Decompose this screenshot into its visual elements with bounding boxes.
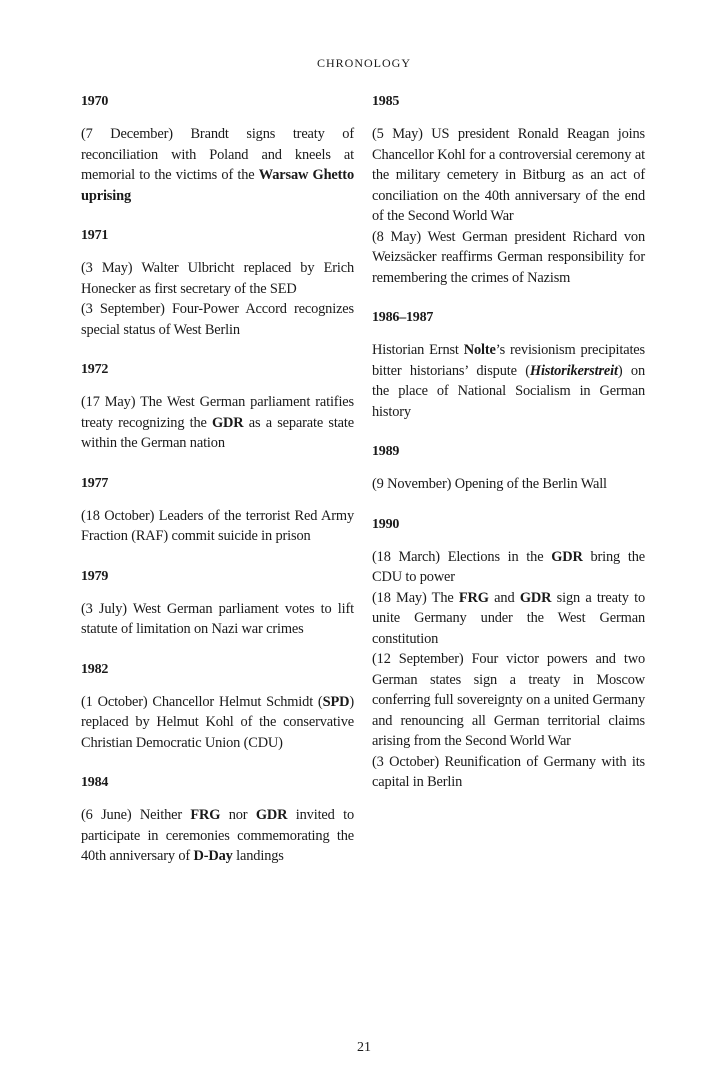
entry-year: 1985 xyxy=(372,94,400,109)
entry-year: 1979 xyxy=(81,568,109,584)
entry-year: 1971 xyxy=(81,228,109,243)
entry-event xyxy=(372,547,645,588)
event-text: Historian Ernst xyxy=(372,342,464,358)
chronology-left-column xyxy=(81,92,354,867)
event-text: (8 May) West German president Richard von Weizsäcker reaffirms German responsibility for remembering the crimes of Nazism xyxy=(372,228,645,286)
entry-year: 1977 xyxy=(81,475,109,491)
emphasis-term: GDR xyxy=(551,548,583,565)
entry-year: 1984 xyxy=(81,775,109,790)
chronology-entry xyxy=(81,360,354,474)
entry-year: 1990 xyxy=(372,516,400,532)
chronology-entry xyxy=(372,515,645,793)
entry-event xyxy=(372,227,645,289)
entry-event xyxy=(372,752,645,793)
entry-event xyxy=(81,506,354,547)
event-text: invited to participate in ceremonies commemorating the 40th anniversary of xyxy=(81,807,354,864)
event-text: bring the CDU to power xyxy=(372,548,645,585)
emphasis-term: Historikerstreit xyxy=(529,362,618,379)
event-text: (6 June) Neither xyxy=(81,807,191,823)
entry-event xyxy=(81,124,354,206)
entry-year: 1982 xyxy=(81,661,109,677)
chronology-entry xyxy=(81,567,354,660)
event-text: (17 May) The West German parliament ratifies treaty recognizing the xyxy=(81,394,354,431)
entry-event xyxy=(81,258,354,299)
running-head: CHRONOLOGY xyxy=(317,56,411,70)
chronology-entry xyxy=(81,92,354,226)
entry-event xyxy=(81,299,354,340)
entry-year: 1989 xyxy=(372,444,400,459)
emphasis-term: GDR xyxy=(255,807,288,823)
chronology-entry xyxy=(81,474,354,567)
entry-year: 1972 xyxy=(81,362,109,377)
entry-event xyxy=(372,474,645,495)
event-text: (5 May) US president Ronald Reagan joins Chancellor Kohl for a controversial ceremony at the military cemetery in Bitburg as an act of conciliation on the 40th anniversary of the end of the Second World War xyxy=(372,126,645,224)
emphasis-term: GDR xyxy=(519,589,552,606)
entry-event xyxy=(81,599,354,640)
event-text: ) replaced by Helmut Kohl of the conservative Christian Democratic Union (CDU) xyxy=(81,693,354,751)
event-text: (12 September) Four victor powers and two German states sign a treaty in Moscow conferring full sovereignty on a united Germany and renouncing all German territorial claims arising from the Second World War xyxy=(372,651,645,749)
chronology-entry xyxy=(81,660,354,774)
chronology-entry xyxy=(372,308,645,442)
event-text: ) on the place of National Socialism in German history xyxy=(372,362,646,420)
entry-event xyxy=(372,340,645,422)
event-text: as a separate state within the German nation xyxy=(81,414,354,451)
entry-event xyxy=(81,692,354,754)
entry-year: 1986–1987 xyxy=(372,310,434,325)
emphasis-term: GDR xyxy=(212,414,244,431)
event-text: (18 May) The xyxy=(372,589,459,606)
chronology-entry xyxy=(372,92,645,308)
emphasis-term: FRG xyxy=(190,807,221,823)
event-text: (3 September) Four-Power Accord recognizes special status of West Berlin xyxy=(81,301,354,338)
event-text: (1 October) Chancellor Helmut Schmidt ( xyxy=(81,693,323,710)
chronology-entry xyxy=(372,442,645,515)
entry-event xyxy=(81,392,354,454)
event-text: (18 March) Elections in the xyxy=(372,548,552,565)
event-text: (9 November) Opening of the Berlin Wall xyxy=(372,476,607,492)
emphasis-term: SPD xyxy=(322,693,350,710)
event-text: (7 December) Brandt signs treaty of reconciliation with Poland and kneels at memorial to the victims of the xyxy=(81,126,354,183)
chronology-right-column xyxy=(372,92,645,793)
entry-event xyxy=(372,588,645,650)
event-text: sign a treaty to unite Germany under the West German constitution xyxy=(372,589,646,647)
chronology-entry xyxy=(81,226,354,360)
event-text: (3 May) Walter Ulbricht replaced by Erich Honecker as first secretary of the SED xyxy=(81,260,354,297)
entry-year: 1970 xyxy=(81,94,109,109)
emphasis-term: Warsaw Ghetto uprising xyxy=(81,167,354,204)
chronology-entry xyxy=(81,773,354,867)
event-text: (3 October) Reunification of Germany with its capital in Berlin xyxy=(372,753,645,790)
page-number: 21 xyxy=(357,1040,371,1055)
event-text: nor xyxy=(220,807,256,823)
entry-event xyxy=(372,124,645,227)
entry-event xyxy=(81,805,354,867)
emphasis-term: FRG xyxy=(458,589,489,606)
event-text: (3 July) West German parliament votes to lift statute of limitation on Nazi war crimes xyxy=(81,600,354,637)
event-text: landings xyxy=(232,848,284,864)
event-text: and xyxy=(488,589,520,606)
event-text: ’s revisionism precipitates bitter historians’ dispute ( xyxy=(372,342,645,379)
emphasis-term: D-Day xyxy=(193,848,233,864)
emphasis-term: Nolte xyxy=(463,342,496,358)
entry-event xyxy=(372,649,645,752)
event-text: (18 October) Leaders of the terrorist Red Army Fraction (RAF) commit suicide in prison xyxy=(81,507,354,544)
